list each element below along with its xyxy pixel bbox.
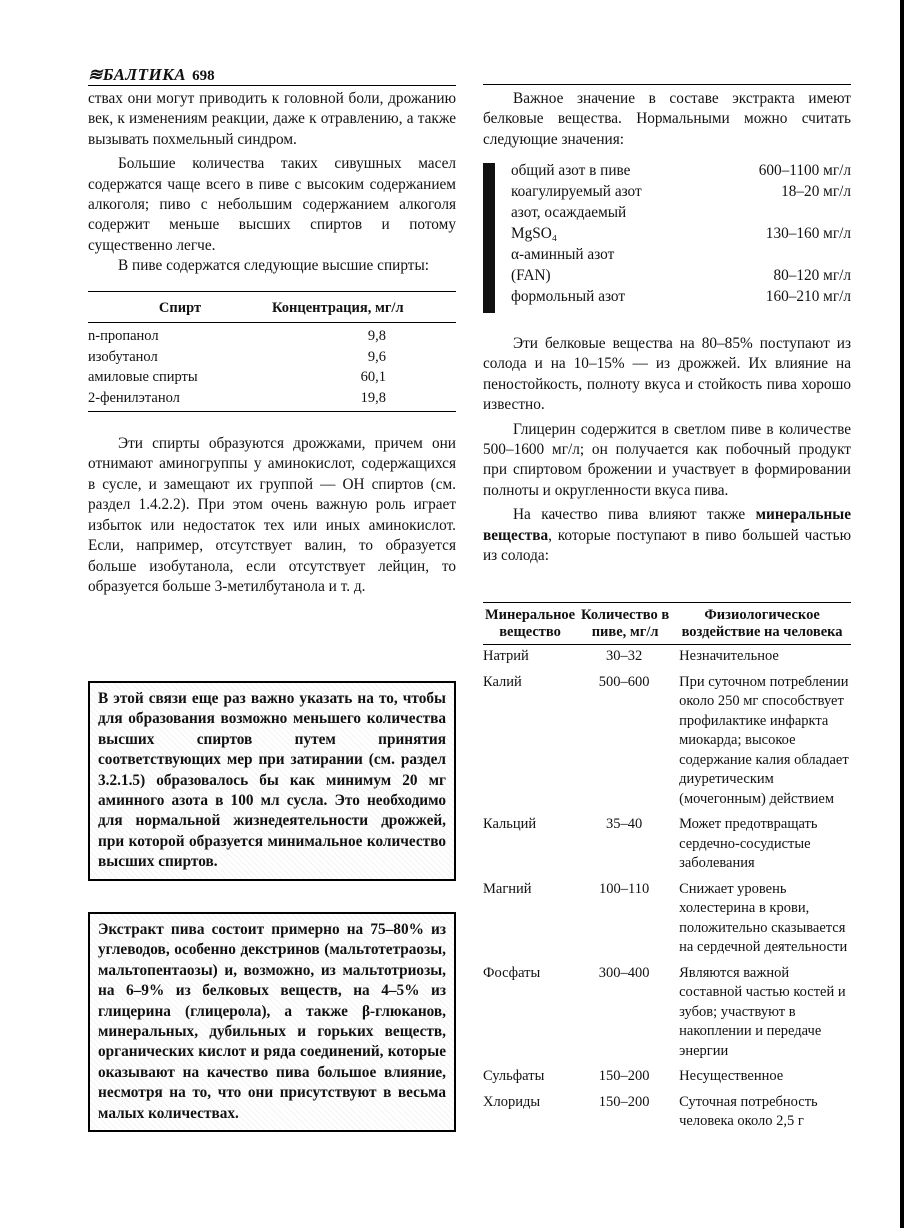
header-rule [483, 84, 851, 85]
paragraph: В пиве содержатся следующие высшие спирты: [118, 257, 429, 275]
table-row [483, 962, 851, 1066]
highlight-box [88, 912, 456, 1132]
table-cell: Натрий [483, 648, 529, 664]
column-header: Физиологическое воздействие на человека [673, 603, 851, 645]
highlight-text: В этой связи еще раз важно указать на то, чтобы для образования возможно меньшего количества высших спиртов путем принятия соответствующих мер при затирании (см. раздел 3.2.1.5) образовалось бы как минимум 20 мг аминного азота в 100 мл сусла. Это необходимо для нормальной жизнедеятельности дрожжей, при которой образуется минимальное количество высших спиртов. [98, 690, 446, 871]
paragraph [483, 505, 851, 566]
item-value: 18–20 мг/л [781, 183, 851, 200]
left-column [88, 89, 456, 597]
table-cell: 19,8 [272, 388, 456, 412]
table-cell: Магний [483, 880, 532, 897]
table-cell: изобутанол [88, 348, 158, 365]
item-value: 600–1100 мг/л [758, 162, 851, 179]
table-row [88, 388, 456, 412]
item-label: α-аминный азот [511, 246, 615, 263]
item-label-line2: (FAN) [511, 267, 551, 284]
table-cell: Кальций [483, 816, 537, 832]
table-row [483, 671, 851, 814]
item-value: 80–120 мг/л [773, 267, 851, 284]
table-cell: Снижает уровень холестерина в крови, положительно сказывается на сердечной деятельности [679, 880, 848, 955]
paragraph: Важное значение в составе экстракта имеют белковые вещества. Нормальными можно считать следующие значения: [483, 90, 851, 148]
column-header: Количество в пиве, мг/л [577, 603, 673, 645]
paragraph: ствах они могут приводить к головной боли, дрожанию век, к изменениям реакции, даже к отравлению, а также вызывать похмельный синдром. [88, 90, 456, 148]
list-marker-bar [483, 163, 495, 313]
item-value: 130–160 мг/л [765, 225, 851, 242]
table-cell: 100–110 [599, 880, 650, 897]
text-run: , которые поступают в пиво большей частью из солода: [483, 526, 851, 565]
paragraph: Большие количества таких сивушных масел содержатся чаще всего в пиве с высоким содержанием алкоголя; пиво с небольшим содержанием алкоголя содержит меньше высших спиртов и потому существенно легче. [88, 155, 456, 254]
table-header-row [483, 603, 851, 645]
minerals-table-wrap [483, 602, 851, 1136]
table-cell: 2-фенилэтанол [88, 388, 272, 412]
table-row [88, 367, 456, 388]
table-cell: 35–40 [606, 816, 643, 832]
list-item [511, 181, 851, 202]
item-label: азот, осаждаемый [511, 204, 627, 221]
right-column-intro [483, 89, 851, 150]
table-cell: Незначительное [679, 648, 779, 664]
table-row [483, 1091, 851, 1136]
table-cell: 500–600 [598, 673, 650, 690]
highlight-text: Экстракт пива состоит примерно на 75–80% из углеводов, особенно декстринов (мальтотетраозы, мальтопентаозы) и, возможно, из мальтотриозы, на 6–9% из белковых веществ, на 4–5% из глицерина (глицерола), а также β-глюканов, минеральных, дубильных и горьких веществ, органических кислот и ряда соединений, которые оказывают на качество пива большое влияние, несмотря на то, что они присутствуют в весьма малых количествах. [98, 921, 446, 1122]
paragraph: Эти белковые вещества на 80–85% поступают из солода и на 10–15% — из дрожжей. Их влияние на пеностойкость, полноту вкуса и стойкость пива хорошо известно. [483, 335, 851, 414]
item-value: 160–210 мг/л [765, 288, 851, 305]
table-cell: 300–400 [598, 964, 650, 981]
page-header [88, 65, 456, 86]
nitrogen-list [483, 160, 851, 307]
table-cell: Сульфаты [483, 1068, 545, 1084]
list-item [511, 286, 851, 307]
item-label-line2: MgSO₄ [511, 225, 558, 242]
text-run: На качество пива влияют также [513, 506, 756, 524]
table-cell: При суточном потреблении около 250 мг способствует профилактике инфаркта миокарда; высокое содержание калия обладает диуретическим (мочегонным) действием [679, 673, 849, 807]
table-cell: Несущественное [679, 1068, 784, 1084]
column-header: Минеральное вещество [483, 603, 577, 645]
list-item [511, 244, 851, 286]
table-row [88, 323, 456, 347]
list-item [511, 160, 851, 181]
table-cell: 150–200 [598, 1068, 650, 1084]
item-label: коагулируемый азот [511, 183, 642, 200]
page-number: 698 [192, 68, 215, 84]
minerals-table [483, 602, 851, 1136]
table-cell: Может предотвращать сердечно-сосудистые заболевания [679, 816, 818, 871]
table-cell: Хлориды [483, 1093, 541, 1110]
table-row [483, 813, 851, 878]
table-cell: n-пропанол [88, 328, 159, 345]
table-cell: 30–32 [606, 648, 643, 664]
list-item [511, 202, 851, 244]
table-cell: 60,1 [360, 369, 386, 386]
table-row [483, 645, 851, 671]
table-cell: Калий [483, 673, 522, 690]
table-cell: 9,6 [367, 348, 386, 365]
table-row [483, 878, 851, 962]
paragraph: Эти спирты образуются дрожжами, причем они отнимают аминогруппы у аминокислот, содержащихся в сусле, и замещают их группой — ОН спиртов (см. раздел 1.4.2.2). При этом очень важную роль играет избыток или недостаток тех или иных аминокислот. Если, например, отсутствует валин, то образуется больше изобутанола, если отсутствует лейцин, то образуется больше 3-метилбутанола и т. д. [88, 435, 456, 595]
table-cell: Являются важной составной частью костей и зубов; участвуют в накоплении и передаче энергии [679, 964, 846, 1059]
table-cell: амиловые спирты [88, 369, 198, 386]
alcohols-table [88, 291, 456, 412]
right-column-body [483, 334, 851, 566]
table-cell: 9,8 [367, 328, 386, 345]
table-header-row [88, 291, 456, 322]
paragraph: Глицерин содержится в светлом пиве в количестве 500–1600 мг/л; он получается как побочный продукт при спиртовом брожении и участвует в формировании полноты и округленности вкуса пива. [483, 420, 851, 499]
page-edge-bar [900, 0, 904, 1228]
table-cell: Суточная потребность человека около 2,5 г [679, 1093, 818, 1129]
brand-logo: ≋БАЛТИКА [88, 65, 187, 84]
column-header: Концентрация, мг/л [272, 291, 456, 322]
highlight-box [88, 681, 456, 881]
bold-term: минеральные вещества [483, 506, 851, 544]
item-label: общий азот в пиве [511, 162, 631, 179]
column-header: Спирт [88, 291, 272, 322]
table-row [483, 1065, 851, 1091]
table-cell: 150–200 [598, 1093, 650, 1110]
table-row [88, 347, 456, 368]
item-label: формольный азот [511, 288, 626, 305]
table-cell: Фосфаты [483, 964, 541, 981]
